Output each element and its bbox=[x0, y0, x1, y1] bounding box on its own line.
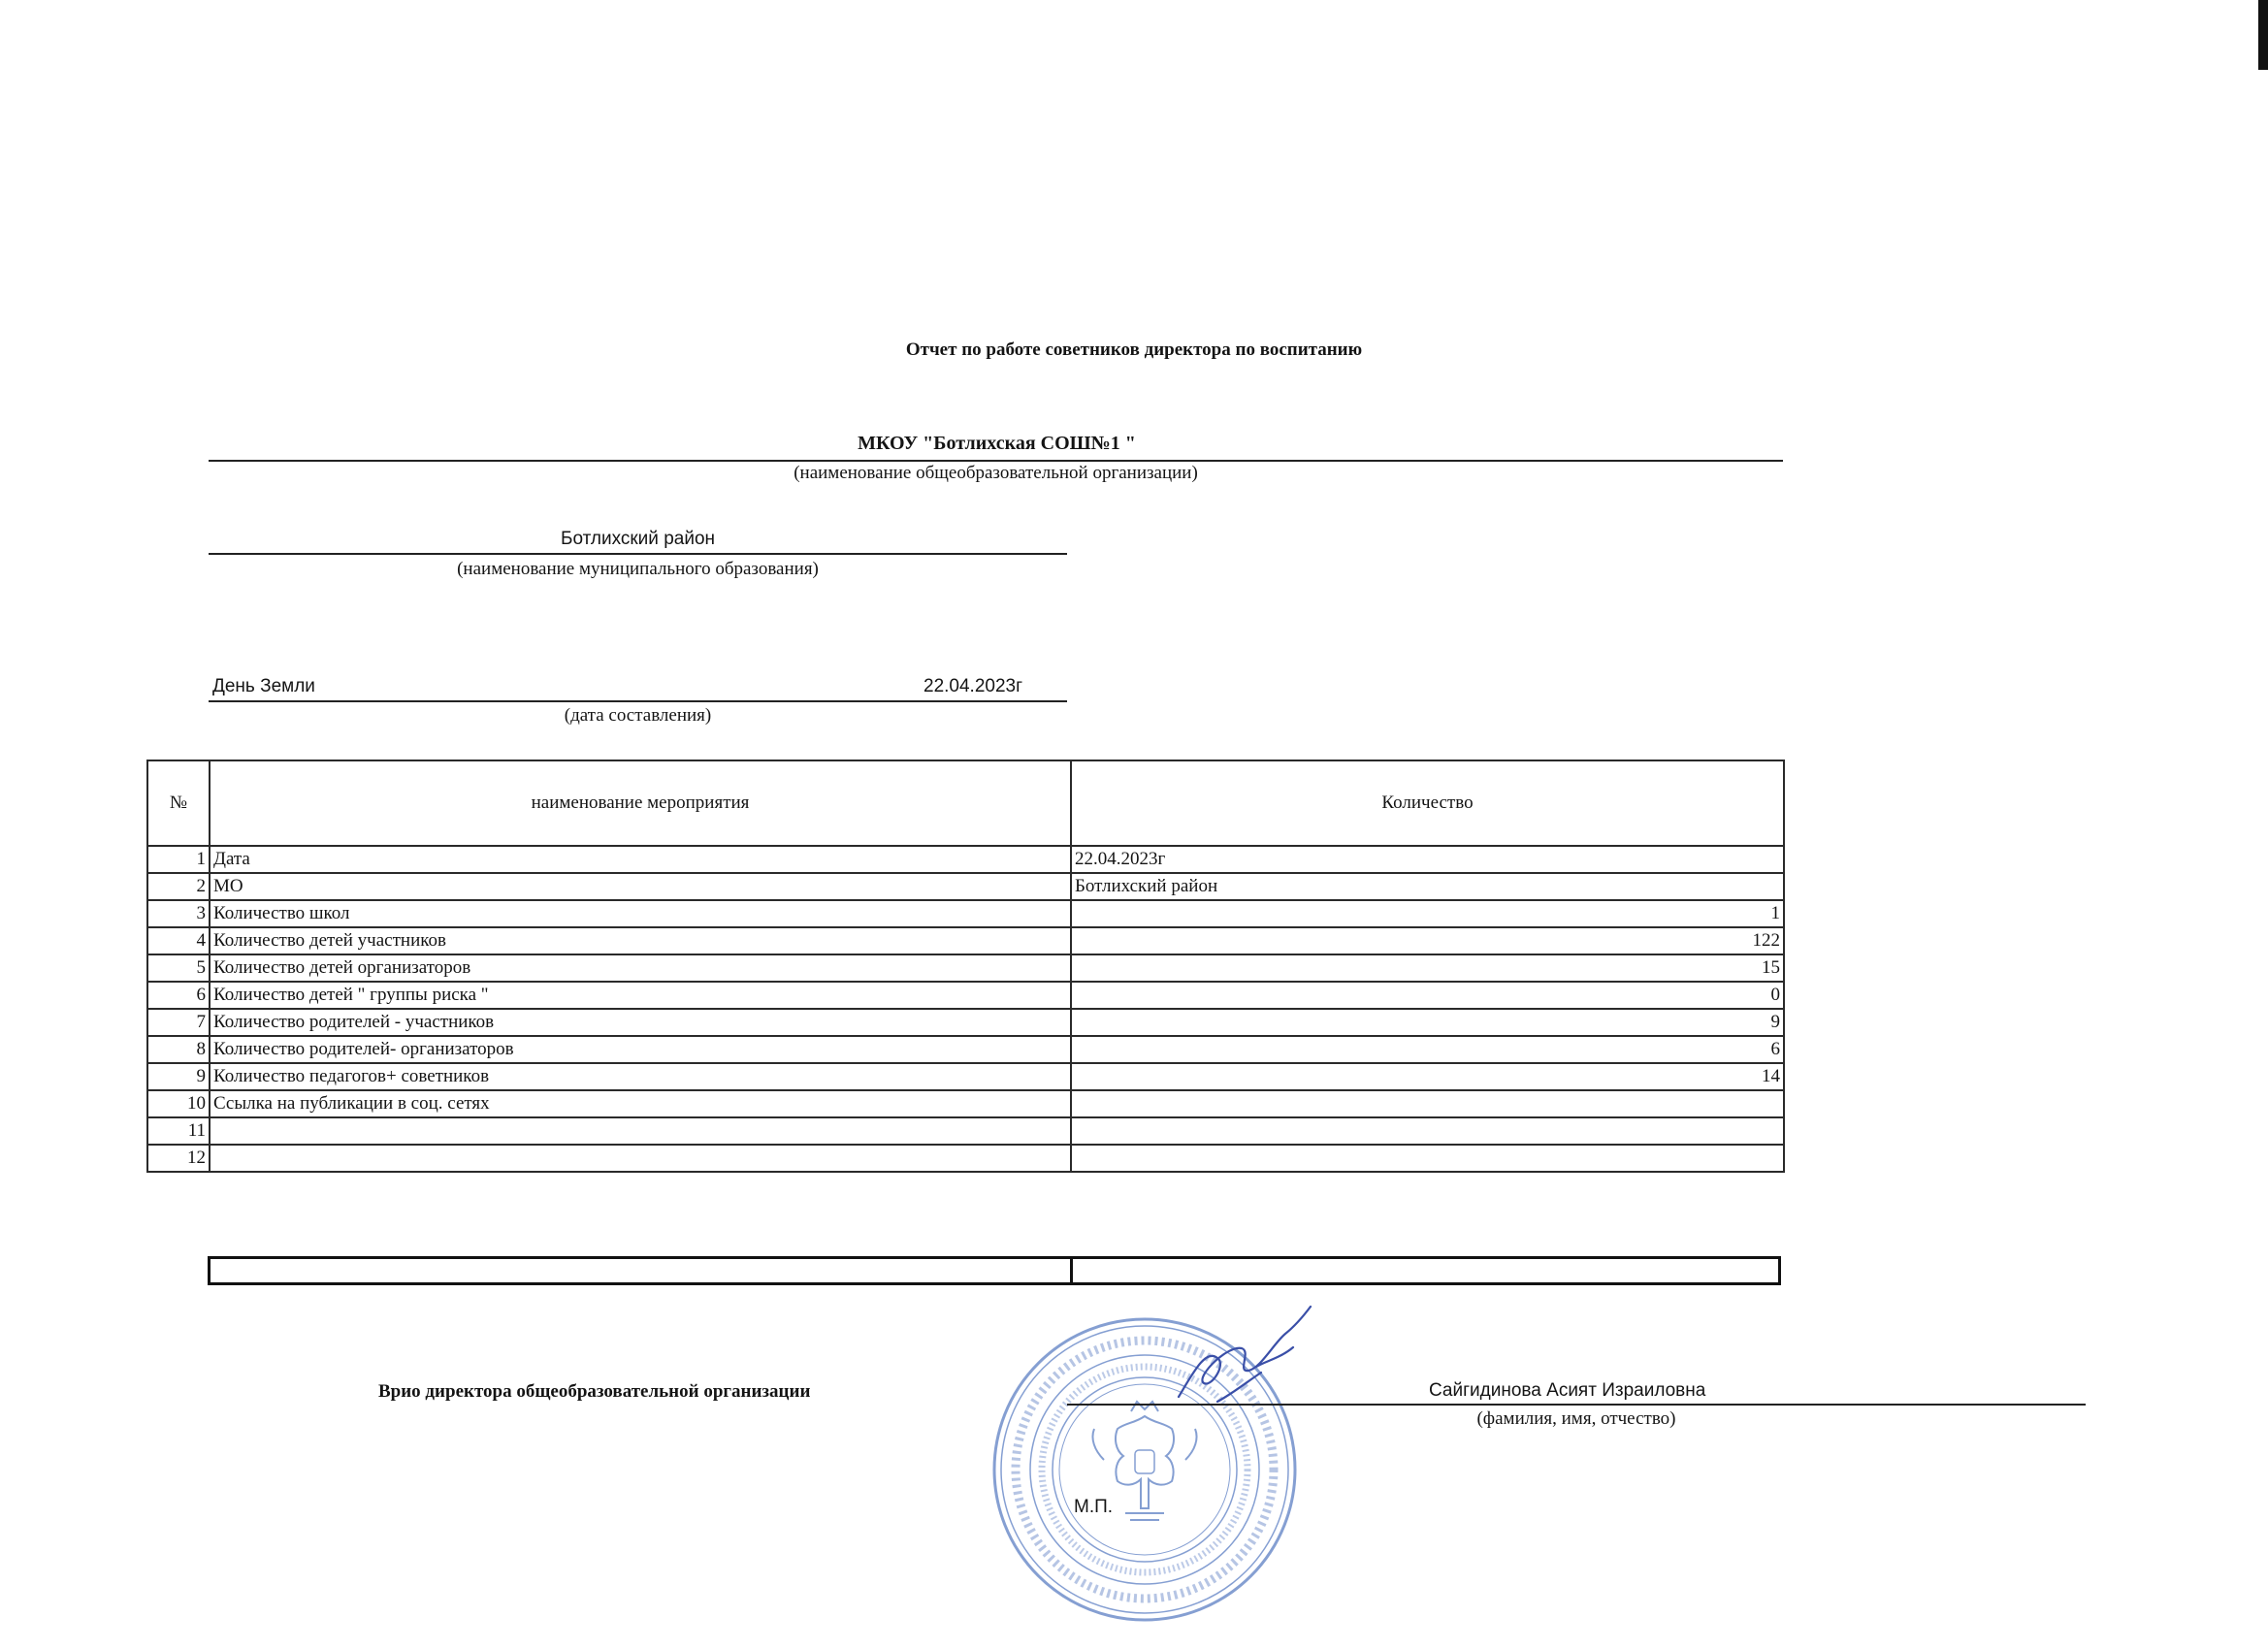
stamp-place-label: М.П. bbox=[1074, 1497, 1114, 1517]
row-num: 4 bbox=[147, 927, 210, 954]
row-num: 9 bbox=[147, 1063, 210, 1090]
table-row bbox=[147, 954, 1784, 982]
row-name bbox=[210, 1145, 1071, 1172]
row-name: Количество детей " группы риска " bbox=[210, 982, 1071, 1009]
municipality-caption: (наименование муниципального образования) bbox=[457, 559, 819, 579]
row-num: 11 bbox=[147, 1117, 210, 1145]
event-underline bbox=[209, 700, 1067, 702]
row-num: 5 bbox=[147, 954, 210, 982]
header-quantity: Количество bbox=[1071, 760, 1784, 846]
scan-edge-mark bbox=[2258, 0, 2268, 70]
row-value: 22.04.2023г bbox=[1071, 846, 1784, 873]
header-name: наименование мероприятия bbox=[210, 760, 1071, 846]
row-value: 6 bbox=[1071, 1036, 1784, 1063]
row-name bbox=[210, 1117, 1071, 1145]
row-name: Количество родителей - участников bbox=[210, 1009, 1071, 1036]
row-num: 1 bbox=[147, 846, 210, 873]
row-num: 7 bbox=[147, 1009, 210, 1036]
municipality-name: Ботлихский район bbox=[560, 529, 715, 549]
table-row bbox=[147, 927, 1784, 954]
row-name: Количество педагогов+ советников bbox=[210, 1063, 1071, 1090]
organization-caption: (наименование общеобразовательной организации) bbox=[794, 463, 1198, 483]
municipality-underline bbox=[209, 553, 1067, 555]
table-row bbox=[147, 846, 1784, 873]
signatory-position: Врио директора общеобразовательной организации bbox=[378, 1381, 811, 1402]
row-num: 10 bbox=[147, 1090, 210, 1117]
row-num: 6 bbox=[147, 982, 210, 1009]
row-num: 8 bbox=[147, 1036, 210, 1063]
summary-box-divider bbox=[1070, 1259, 1073, 1282]
empty-summary-box bbox=[208, 1256, 1781, 1285]
table-row bbox=[147, 1009, 1784, 1036]
organization-underline bbox=[209, 460, 1783, 462]
table-row bbox=[147, 1145, 1784, 1172]
row-name: Дата bbox=[210, 846, 1071, 873]
report-table bbox=[146, 760, 1785, 1173]
row-name: Количество детей участников bbox=[210, 927, 1071, 954]
row-value: 9 bbox=[1071, 1009, 1784, 1036]
table-row bbox=[147, 1090, 1784, 1117]
table-row bbox=[147, 1036, 1784, 1063]
row-num: 12 bbox=[147, 1145, 210, 1172]
director-signature bbox=[1159, 1305, 1324, 1411]
header-num: № bbox=[147, 760, 210, 846]
row-name: Ссылка на публикации в соц. сетях bbox=[210, 1090, 1071, 1117]
date-caption: (дата составления) bbox=[564, 705, 712, 726]
table-row bbox=[147, 1117, 1784, 1145]
report-title: Отчет по работе советников директора по воспитанию bbox=[905, 340, 1363, 360]
table-row bbox=[147, 873, 1784, 900]
table-row bbox=[147, 900, 1784, 927]
signatory-name: Сайгидинова Асият Израиловна bbox=[1429, 1380, 1706, 1401]
row-value: Ботлихский район bbox=[1071, 873, 1784, 900]
event-date: 22.04.2023г bbox=[923, 676, 1023, 696]
row-value bbox=[1071, 1090, 1784, 1117]
row-name: Количество детей организаторов bbox=[210, 954, 1071, 982]
table-header-row bbox=[147, 760, 1784, 846]
row-name: Количество родителей- организаторов bbox=[210, 1036, 1071, 1063]
table-row bbox=[147, 982, 1784, 1009]
row-value: 122 bbox=[1071, 927, 1784, 954]
signatory-caption: (фамилия, имя, отчество) bbox=[1476, 1408, 1676, 1429]
row-num: 3 bbox=[147, 900, 210, 927]
row-num: 2 bbox=[147, 873, 210, 900]
table-row bbox=[147, 1063, 1784, 1090]
row-name: Количество школ bbox=[210, 900, 1071, 927]
row-name: МО bbox=[210, 873, 1071, 900]
row-value bbox=[1071, 1145, 1784, 1172]
row-value: 14 bbox=[1071, 1063, 1784, 1090]
row-value: 0 bbox=[1071, 982, 1784, 1009]
signature-underline bbox=[1067, 1404, 2086, 1406]
row-value bbox=[1071, 1117, 1784, 1145]
row-value: 15 bbox=[1071, 954, 1784, 982]
organization-name: МКОУ "Ботлихская СОШ№1 " bbox=[858, 433, 1136, 454]
row-value: 1 bbox=[1071, 900, 1784, 927]
event-name: День Земли bbox=[212, 676, 315, 696]
